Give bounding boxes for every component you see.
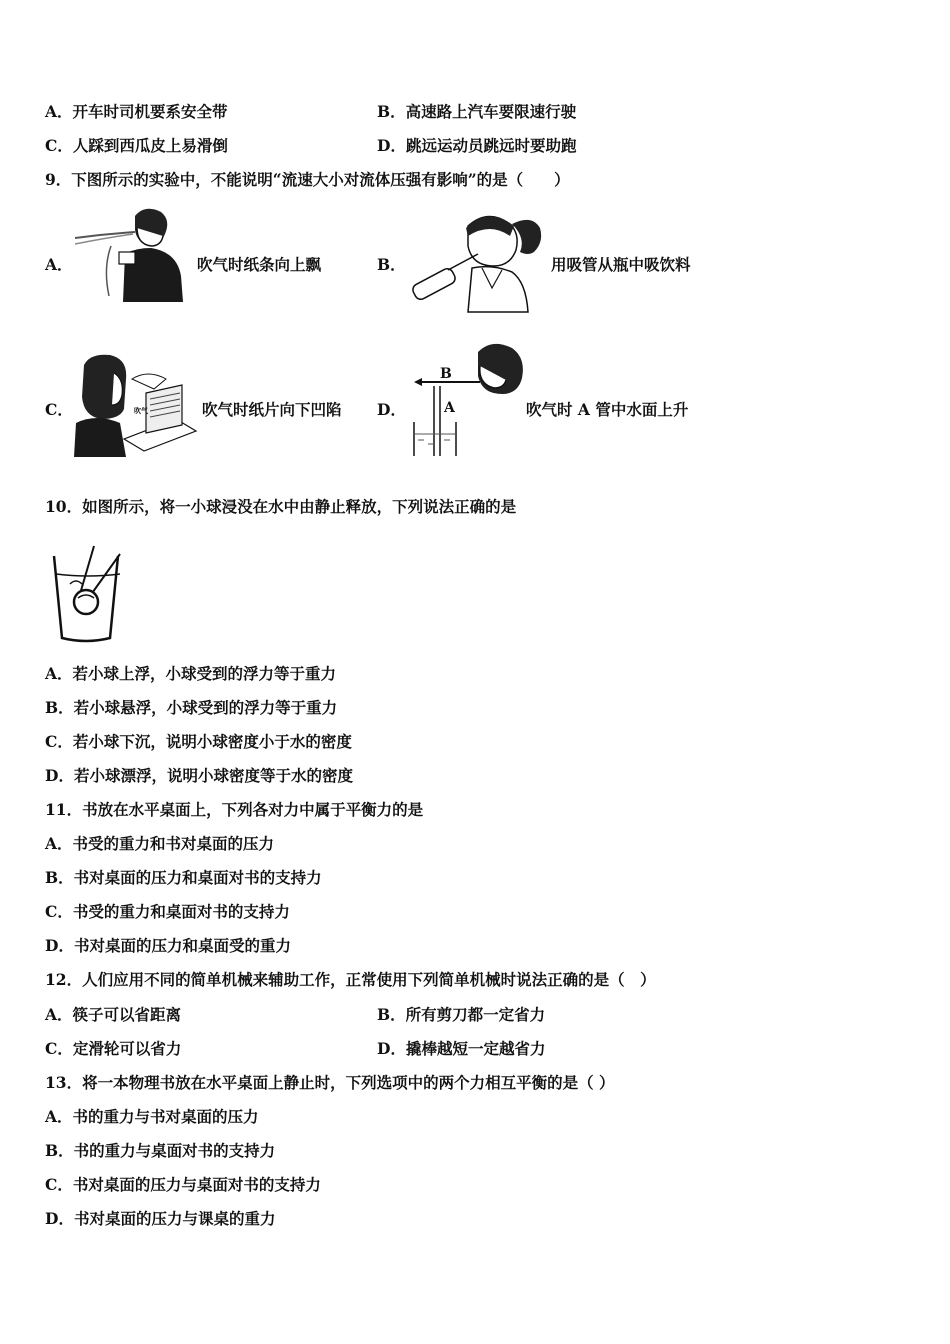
q11-stem: 11．书放在水平桌面上，下列各对力中属于平衡力的是	[45, 800, 424, 819]
q10-option-a: A．若小球上浮，小球受到的浮力等于重力	[45, 664, 337, 683]
girl-drinking-straw-figure	[408, 206, 548, 316]
q9-option-d-caption: 吹气时 A 管中水面上升	[526, 400, 689, 419]
q11-option-b: B．书对桌面的压力和桌面对书的支持力	[45, 868, 322, 887]
q9-option-c-caption: 吹气时纸片向下凹陷	[202, 400, 342, 419]
q12-stem: 12．人们应用不同的简单机械来辅助工作，正常使用下列简单机械时说法正确的是（ ）	[45, 970, 656, 989]
boy-blowing-paper-strip-figure	[75, 204, 195, 304]
q9-option-c-letter: C．	[45, 400, 73, 419]
q9-option-d-letter: D．	[377, 400, 406, 419]
boy-blowing-tube-figure	[410, 342, 526, 456]
q9-d-figure-label-b: B	[440, 366, 452, 382]
q12-option-d: D．撬棒越短一定越省力	[377, 1039, 546, 1058]
q9-option-b-caption: 用吸管从瓶中吸饮料	[551, 255, 691, 274]
q9-d-figure-label-a: A	[444, 400, 455, 416]
q9-stem: 9．下图所示的实验中，不能说明“流速大小对流体压强有影响”的是（ ）	[45, 170, 570, 189]
q10-option-d: D．若小球漂浮，说明小球密度等于水的密度	[45, 766, 353, 785]
q13-stem: 13．将一本物理书放在水平桌面上静止时，下列选项中的两个力相互平衡的是（ ）	[45, 1073, 615, 1092]
q10-option-c: C．若小球下沉，说明小球密度小于水的密度	[45, 732, 352, 751]
ball-in-water-glass-figure	[50, 544, 130, 644]
q13-option-c: C．书对桌面的压力与桌面对书的支持力	[45, 1175, 321, 1194]
q11-option-a: A．书受的重力和书对桌面的压力	[45, 834, 275, 853]
q13-option-d: D．书对桌面的压力与课桌的重力	[45, 1209, 276, 1228]
q10-option-b: B．若小球悬浮，小球受到的浮力等于重力	[45, 698, 338, 717]
q12-option-a: A．筷子可以省距离	[45, 1005, 182, 1024]
q11-option-d: D．书对桌面的压力和桌面受的重力	[45, 936, 291, 955]
q13-option-b: B．书的重力与桌面对书的支持力	[45, 1141, 276, 1160]
q8-option-a: A．开车时司机要系安全带	[45, 102, 228, 121]
q9-option-a-letter: A．	[45, 255, 73, 274]
q9-option-a-caption: 吹气时纸条向上飘	[197, 255, 322, 274]
q9-option-b-letter: B．	[377, 255, 406, 274]
q13-option-a: A．书的重力与书对桌面的压力	[45, 1107, 259, 1126]
q11-option-c: C．书受的重力和桌面对书的支持力	[45, 902, 290, 921]
q8-option-d: D．跳远运动员跳远时要助跑	[377, 136, 577, 155]
q12-option-c: C．定滑轮可以省力	[45, 1039, 182, 1058]
q12-option-b: B．所有剪刀都一定省力	[377, 1005, 546, 1024]
q8-option-c: C．人踩到西瓜皮上易滑倒	[45, 136, 228, 155]
man-blowing-paper-card-figure	[74, 353, 200, 457]
q10-stem: 10．如图所示，将一小球浸没在水中由静止释放，下列说法正确的是	[45, 497, 517, 516]
q8-option-b: B．高速路上汽车要限速行驶	[377, 102, 577, 121]
q9-c-figure-label: 吹气	[134, 406, 148, 415]
